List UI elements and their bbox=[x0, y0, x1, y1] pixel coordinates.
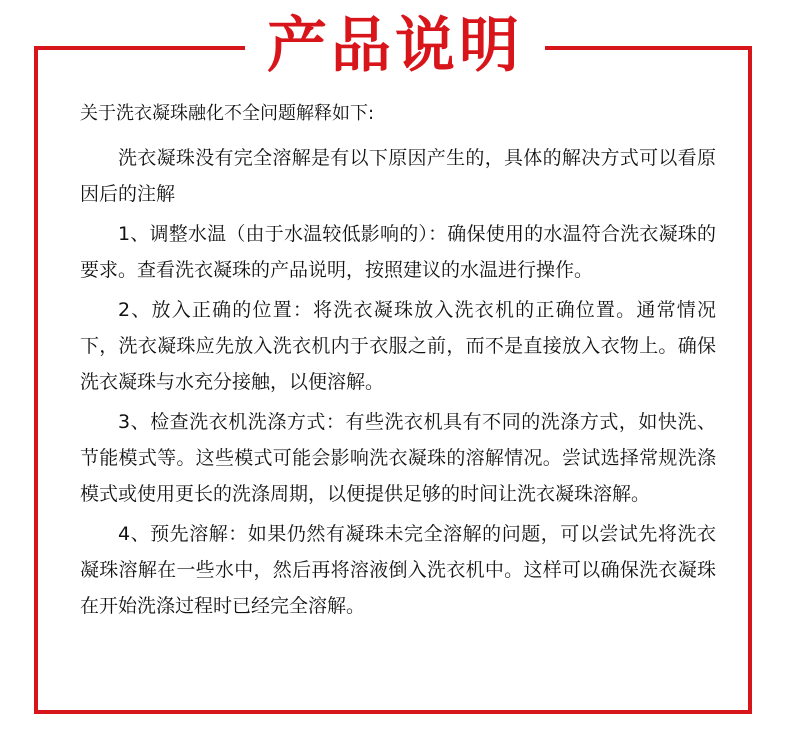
intro-line: 关于洗衣凝珠融化不全问题解释如下: bbox=[80, 103, 375, 124]
paragraph-water-temperature: 1、调整水温（由于水温较低影响的）：确保使用的水温符合洗衣凝珠的要求。查看洗衣凝珠的产品说明，按照建议的水温进行操作。 bbox=[80, 223, 716, 281]
paragraph-overview: 洗衣凝珠没有完全溶解是有以下原因产生的，具体的解决方式可以看原因后的注解 bbox=[80, 147, 716, 205]
description-body bbox=[80, 100, 716, 624]
page-title: 产品说明 bbox=[245, 6, 545, 86]
paragraph-wash-mode: 3、检查洗衣机洗涤方式：有些洗衣机具有不同的洗涤方式，如快洗、节能模式等。这些模式可能会影响洗衣凝珠的溶解情况。尝试选择常规洗涤模式或使用更长的洗涤周期，以便提供足够的时间让洗衣凝珠溶解。 bbox=[80, 411, 716, 505]
title-area bbox=[0, 0, 790, 100]
paragraph-pre-dissolve: 4、预先溶解：如果仍然有凝珠未完全溶解的问题，可以尝试先将洗衣凝珠溶解在一些水中，然后再将溶液倒入洗衣机中。这样可以确保洗衣凝珠在开始洗涤过程时已经完全溶解。 bbox=[80, 523, 716, 617]
paragraph-placement: 2、放入正确的位置：将洗衣凝珠放入洗衣机的正确位置。通常情况下，洗衣凝珠应先放入洗衣机内于衣服之前，而不是直接放入衣物上。确保洗衣凝珠与水充分接触，以便溶解。 bbox=[80, 299, 716, 393]
